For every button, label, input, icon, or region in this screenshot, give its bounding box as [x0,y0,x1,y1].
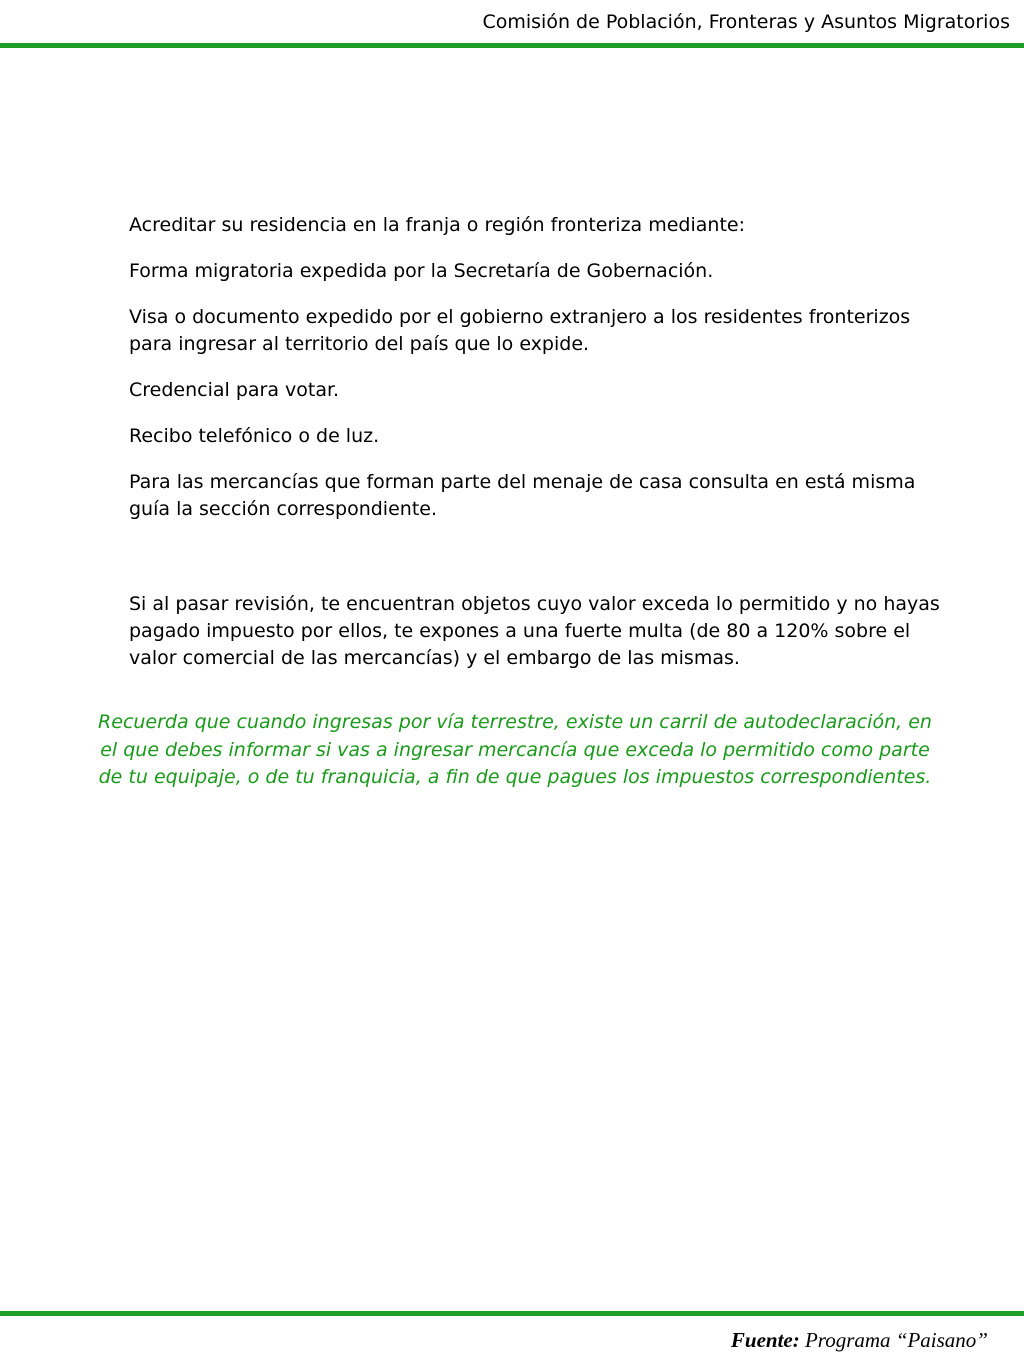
requirement-item: Credencial para votar. [129,379,340,401]
footer-source [731,1325,988,1355]
header-divider [0,43,1024,48]
requirements-list [129,212,949,542]
warning-paragraph: Si al pasar revisión, te encuentran objetos cuyo valor exceda lo permitido y no hayas pagado impuesto por ellos, te expones a una fuerte multa (de 80 a 120% sobre el valor comercial de las mercancías) y el embargo de las mismas. [129,593,940,669]
requirement-item: Recibo telefónico o de luz. [129,425,380,447]
page-header-title: Comisión de Población, Fronteras y Asuntos Migratorios [482,11,1010,33]
footer-divider [0,1311,1024,1316]
source-label: Fuente: [730,1328,800,1352]
reminder-callout: Recuerda que cuando ingresas por vía terrestre, existe un carril de autodeclaración, en el que debes informar si vas a ingresar mercancía que exceda lo permitido como parte de tu equipaje, o de tu franquicia, a fin de que pagues los impuestos correspondientes. [98,711,932,788]
requirement-intro: Acreditar su residencia en la franja o región fronteriza mediante: [129,214,745,236]
warning-section [129,591,949,691]
requirement-item: Forma migratoria expedida por la Secretaría de Gobernación. [129,260,714,282]
source-value: Programa “Paisano” [804,1328,988,1352]
requirement-item: Para las mercancías que forman parte del menaje de casa consulta en está misma guía la sección correspondiente. [129,471,916,520]
requirement-item: Visa o documento expedido por el gobierno extranjero a los residentes fronterizos para ingresar al territorio del país que lo expide. [129,306,911,355]
